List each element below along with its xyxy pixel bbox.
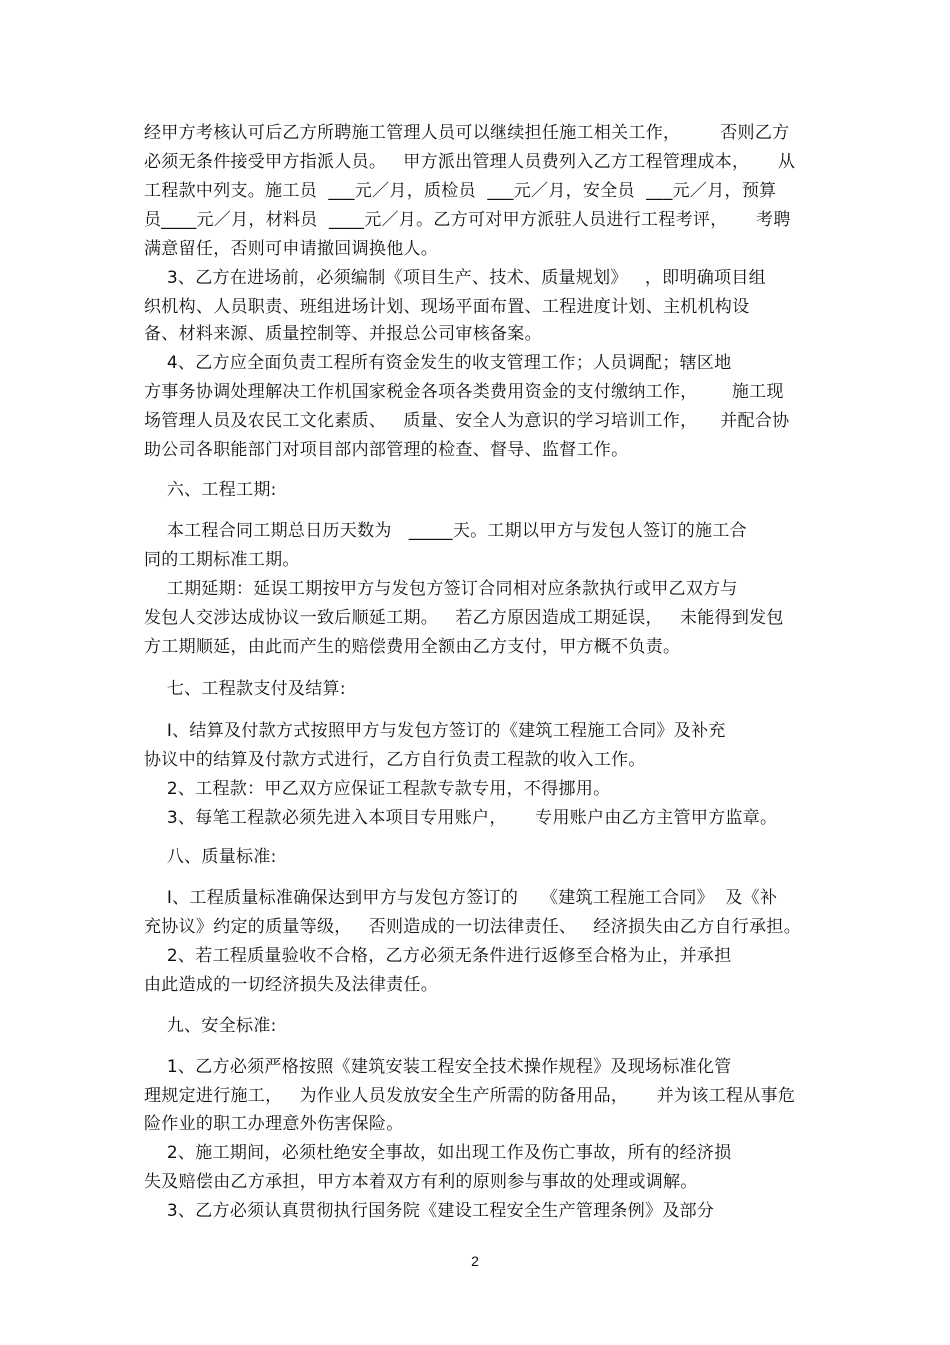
text-line: 充协议》约定的质量等级， 否则造成的一切法律责任、 经济损失由乙方自行承担。 xyxy=(144,917,802,937)
text-line: I、结算及付款方式按照甲方与发包方签订的《建筑工程施工合同》及补充 xyxy=(144,721,726,741)
text-line: 理规定进行施工， 为作业人员发放安全生产所需的防备用品， 并为该工程从事危 xyxy=(144,1086,796,1106)
section-heading: 八、质量标准: xyxy=(144,847,277,867)
text-line: 助公司各职能部门对项目部内部管理的检查、督导、监督工作。 xyxy=(144,440,629,460)
text-line: 场管理人员及农民工文化素质、 质量、安全人为意识的学习培训工作， 并配合协 xyxy=(144,411,790,431)
text-line: 4、乙方应全面负责工程所有资金发生的收支管理工作；人员调配；辖区地 xyxy=(144,353,732,373)
text-line: 1、乙方必须严格按照《建筑安装工程安全技术操作规程》及现场标准化管 xyxy=(144,1057,732,1077)
text-line: 员____元／月，材料员 ____元／月。乙方可对甲方派驻人员进行工程考评， 考聘 xyxy=(144,210,791,230)
text-line: 经甲方考核认可后乙方所聘施工管理人员可以继续担任施工相关工作， 否则乙方 xyxy=(144,123,790,143)
text-line: 由此造成的一切经济损失及法律责任。 xyxy=(144,975,439,995)
section-heading: 九、安全标准: xyxy=(144,1016,277,1036)
text-line: 方工期顺延，由此而产生的赔偿费用全额由乙方支付，甲方概不负责。 xyxy=(144,637,681,657)
text-line: 2、若工程质量验收不合格，乙方必须无条件进行返修至合格为止，并承担 xyxy=(144,946,732,966)
text-line: 织机构、人员职责、班组进场计划、现场平面布置、工程进度计划、主机机构设 xyxy=(144,297,750,317)
section-heading: 七、工程款支付及结算: xyxy=(144,679,346,699)
text-line: 发包人交涉达成协议一致后顺延工期。 若乙方原因造成工期延误， 未能得到发包 xyxy=(144,608,784,628)
text-line: I、工程质量标准确保达到甲方与发包方签订的 《建筑工程施工合同》 及《补 xyxy=(144,888,778,908)
text-line: 同的工期标准工期。 xyxy=(144,550,300,570)
text-line: 3、乙方在进场前，必须编制《项目生产、技术、质量规划》 ，即明确项目组 xyxy=(144,268,766,288)
text-line: 2、工程款：甲乙双方应保证工程款专款专用，不得挪用。 xyxy=(144,779,611,799)
text-line: 险作业的职工办理意外伤害保险。 xyxy=(144,1114,404,1134)
text-line: 3、每笔工程款必须先进入本项目专用账户， 专用账户由乙方主管甲方监章。 xyxy=(144,808,778,828)
text-line: 满意留任，否则可申请撤回调换他人。 xyxy=(144,239,439,259)
text-line: 2、施工期间，必须杜绝安全事故，如出现工作及伤亡事故，所有的经济损 xyxy=(144,1143,732,1163)
text-line: 3、乙方必须认真贯彻执行国务院《建设工程安全生产管理条例》及部分 xyxy=(144,1201,715,1221)
text-line: 工程款中列支。施工员 ___元／月，质检员 ___元／月，安全员 ___元／月，预算 xyxy=(144,181,777,201)
text-line: 备、材料来源、质量控制等、并报总公司审核备案。 xyxy=(144,324,542,344)
text-line: 必须无条件接受甲方指派人员。 甲方派出管理人员费列入乙方工程管理成本， 从 xyxy=(144,152,796,172)
text-line: 方事务协调处理解决工作机国家税金各项各类费用资金的支付缴纳工作， 施工现 xyxy=(144,382,784,402)
text-line: 协议中的结算及付款方式进行，乙方自行负责工程款的收入工作。 xyxy=(144,750,646,770)
section-heading: 六、工程工期: xyxy=(144,480,277,500)
text-line: 本工程合同工期总日历天数为 _____天。工期以甲方与发包人签订的施工合 xyxy=(144,521,747,541)
page-number: 2 xyxy=(471,1253,479,1269)
text-line: 失及赔偿由乙方承担，甲方本着双方有利的原则参与事故的处理或调解。 xyxy=(144,1172,698,1192)
text-line: 工期延期：延误工期按甲方与发包方签订合同相对应条款执行或甲乙双方与 xyxy=(144,579,738,599)
